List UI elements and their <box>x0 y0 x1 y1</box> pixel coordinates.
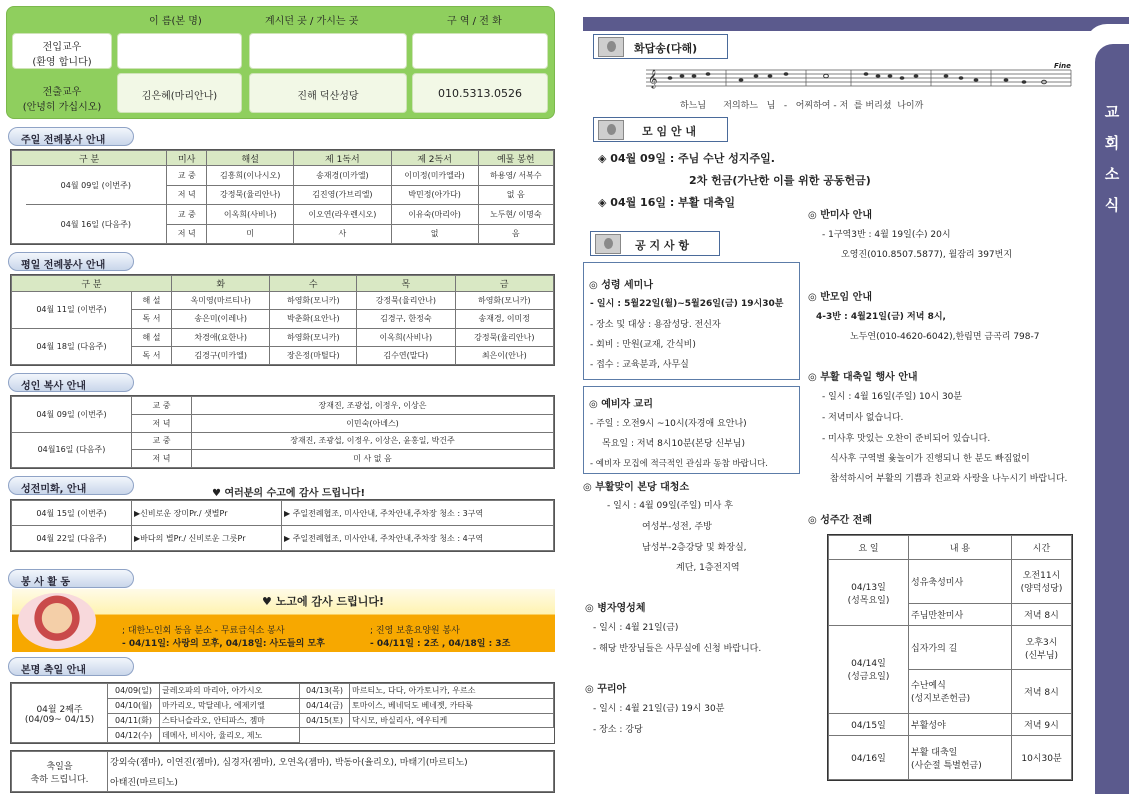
sick-date: - 일시 : 4월 21일(금) <box>593 623 679 633</box>
holyweek-table: 요 일 내 용 시간 04/13일 (성목요일) 성유축성미사 오전11시 (양덕성당) 주님만찬미사 저녁 8시 04/14일 (성금요일) 십자가의 길 오후3시 (신부님) 수난예식 (성지보존헌금) 저녁 8시 04/15일 부활성야 저녁 9시 04/16일 부활 대축일 (사순절 특별헌금) 10시30분 <box>827 534 1073 781</box>
easter-yut: 식사후 구역별 윷놀이가 진행되니 한 분도 빠짐없이 <box>830 454 1030 464</box>
seminar-apply: - 접수 : 교육분과, 사무실 <box>590 360 689 370</box>
jesus-portrait-icon <box>598 120 624 140</box>
catechism-thursday: 목요일 : 저녁 8시10분(본당 신부님) <box>602 439 746 449</box>
sunday-table: 구 분 미사 해설 제 1독서 제 2독서 예물 봉헌 04월 09일 (이번주) 교 중 김흥희(이나시오) 송재경(미카엘) 이미정(미카엘라) 하용영/ 서복수 저 녁 강정묵(율리안나) 김진영(가브리엘) 박민정(아가다) 없 음 04월 16일 (다음주) 교 중 이옥희(사비나) 이오연(라우렌시오) 이유숙(마리아) 노두현/ 이명숙 저 녁 미 사 없 음 <box>10 149 555 245</box>
in-label: 전입교우 (환영 합니다) <box>12 33 112 69</box>
catechism-title: ◎ 예비자 교리 <box>589 399 653 410</box>
adult-title: 성인 복사 안내 <box>8 373 134 392</box>
kkuri-date: - 일시 : 4월 21일(금) 19시 30분 <box>593 704 725 714</box>
cleanup-title: ◎ 부활맞이 본당 대청소 <box>583 482 690 493</box>
banmoim-host: 노두연(010-4620-6042),한림면 금곡리 798-7 <box>850 332 1040 342</box>
meeting-line3: ◈ 04월 16일 : 부활 대축일 <box>598 196 736 209</box>
kkuri-place: - 장소 : 강당 <box>593 725 643 735</box>
service-title: 봉 사 활 동 <box>8 569 134 588</box>
service-line1b: ; 진영 보훈요양원 봉사 <box>370 626 460 636</box>
seminar-place: - 장소 및 대상 : 용잠성당. 전신자 <box>590 320 721 330</box>
service-banner <box>12 589 555 652</box>
nameday-congrats: 축일을 축하 드립니다. 강외숙(젬마), 이연진(젬마), 심경자(젬마), 오연옥(젬마), 박동아(율리오), 마태기(마르티노) 아태진(마르티노) <box>10 750 555 793</box>
out-place: 진해 덕산성당 <box>249 73 407 113</box>
service-thanks: ♥ 노고에 감사 드립니다! <box>262 595 384 608</box>
col-place-header: 계시던 곳 / 가시는 곳 <box>265 16 359 27</box>
in-name <box>117 33 242 69</box>
cleanup-stairs: 계단, 1층전지역 <box>676 563 740 573</box>
th: 구 분 <box>12 151 167 166</box>
jesus-portrait-icon <box>598 37 624 57</box>
weekday-table: 구 분 화 수 목 금 04월 11일 (이번주) 해 설 옥미영(마르티나) 하영화(모니카) 강정묵(율리안나) 하영화(모니카) 독 서 송은미(이레나) 박춘화(요안나) 김경구, 한정숙 송재경, 이미정 04월 18일 (다음주) 해 설 차경애(요한나) 하영화(모니카) 이옥희(사비나) 강정묵(율리안나) 독 서 김경구(미카엘) 장은정(마틸다) 김수연(말다) 최은이(안나) <box>10 274 555 366</box>
service-line1a: ; 대한노인회 동읍 분소 - 무료급식소 봉사 <box>122 626 285 636</box>
cleaning-thanks: ♥ 여러분의 수고에 감사 드립니다! <box>212 488 366 499</box>
easter-lunch: - 미사후 맛있는 오찬이 준비되어 있습니다. <box>822 434 991 444</box>
seminar-fee: - 회비 : 만원(교재, 간식비) <box>590 340 696 350</box>
nameday-title: 본명 축일 안내 <box>8 657 134 676</box>
banmoim-date: 4-3반 : 4월21일(금) 저녁 8시, <box>816 312 946 322</box>
nameday-table: 04월 2째주 (04/09~ 04/15) 04/09(일) 글레오파의 마리아, 아가시오 04/13(목) 마르티노, 다다, 아가토니카, 우르소 04/10(월) 마카리오, 막달레나, 에제키엘 04/14(금) 토마이스, 베네딕도 베네젯, 카타룩 04/11(화) 스타니슬라오, 안티파스, 젬마 04/15(토) 닥시모, 바실리사, 에우티케 04/12(수) 데메사, 비시아, 율리오, 제노 <box>10 682 555 744</box>
easter-title: ◎ 부활 대축일 행사 안내 <box>808 372 918 383</box>
sunday-title: 주일 전례봉사 안내 <box>8 127 134 146</box>
banmoim-title: ◎ 반모임 안내 <box>808 292 872 303</box>
transfer-box <box>6 6 555 119</box>
seminar-title: ◎ 성령 세미나 <box>589 280 653 291</box>
in-area <box>412 33 548 69</box>
svg-text:𝄞: 𝄞 <box>648 69 658 88</box>
cleaning-table: 04월 15일 (이번주) ▶신비로운 장미Pr./ 샛별Pr ▶ 주일전례협조, 미사안내, 주차안내,주차장 청소 : 3구역 04월 22일 (다음주) ▶바다의 별Pr./ 신비로운 그릇Pr ▶ 주일전례협조, 미사안내, 주차안내,주차장 청소 : 4구역 <box>10 499 555 552</box>
out-label: 전출교우 (안녕히 가십시오) <box>22 87 102 113</box>
catechism-recruit: - 예비자 모집에 적극적인 관심과 동참 바랍니다. <box>590 459 768 469</box>
cleanup-date: - 일시 : 4월 09일(주일) 미사 후 <box>607 501 733 511</box>
meeting-line2: 2차 헌금(가난한 이를 위한 공동헌금) <box>689 174 871 187</box>
col-area-header: 구 역 / 전 화 <box>447 16 502 27</box>
right-header-bar <box>583 17 1129 31</box>
catechism-sunday: - 주일 : 오전9시 ~10시(자경애 요안나) <box>590 419 747 429</box>
out-name: 김은혜(마리안나) <box>117 73 242 113</box>
easter-date: - 일시 : 4월 16일(주일) 10시 30분 <box>822 392 963 402</box>
sick-apply: - 해당 반장님들은 사무실에 신청 바랍니다. <box>593 644 762 654</box>
col-name-header: 이 름(본 명) <box>149 16 202 27</box>
hymn-score <box>646 62 1076 92</box>
kkuri-title: ◎ 꾸리아 <box>585 684 627 695</box>
side-title: 교 회 소 식 <box>1104 103 1120 214</box>
sick-title: ◎ 병자영성체 <box>585 603 646 614</box>
easter-no-evening: - 저녁미사 없습니다. <box>822 413 904 423</box>
cleanup-women: 여성부-성전, 주방 <box>642 522 712 532</box>
hymn-fine: Fine <box>1054 62 1071 70</box>
service-line2b: - 04/11일 : 2조 , 04/18일 : 3조 <box>370 639 511 649</box>
banmisa-date: - 1구역3반 : 4월 19일(수) 20시 <box>822 230 951 240</box>
service-line2a: - 04/11일: 사랑의 모후, 04/18일: 사도들의 모후 <box>122 639 325 649</box>
adult-table: 04월 09일 (이번주) 교 중 장재진, 조광섭, 이정우, 이상은 저 녁 이민숙(아녜스) 04월16일 (다음주) 교 중 장재진, 조광섭, 이정우, 이상은, 윤홍일, 박건주 저 녁 미 사 없 음 <box>10 395 555 469</box>
jesus-portrait-icon <box>595 234 621 254</box>
meeting-line1: ◈ 04월 09일 : 주님 수난 성지주일. <box>598 152 775 165</box>
meeting-title-box: 모 임 안 내 <box>593 117 728 142</box>
banmisa-host: 오영진(010.8507.5877), 월잠리 397번지 <box>841 250 1013 260</box>
banmisa-title: ◎ 반미사 안내 <box>808 210 872 221</box>
holyweek-title: ◎ 성주간 전례 <box>808 515 872 526</box>
hymn-title-box: 화답송(다해) <box>593 34 728 59</box>
cleanup-men: 남성부-2층강당 및 화장실, <box>642 543 747 553</box>
easter-join: 참석하시어 부활의 기쁨과 친교와 사랑을 나누시기 바랍니다. <box>830 474 1068 484</box>
out-phone: 010.5313.0526 <box>412 73 548 113</box>
seminar-date: - 일시 : 5월22일(월)~5월26일(금) 19시30분 <box>590 299 784 309</box>
cleaning-title: 성전미화, 안내 <box>8 476 134 495</box>
weekday-title: 평일 전례봉사 안내 <box>8 252 134 271</box>
saints-illustration <box>18 593 96 649</box>
in-place <box>249 33 407 69</box>
notice-title-box: 공 지 사 항 <box>590 231 720 256</box>
hymn-lyrics: 하느님 저의하느 님 - 어찌하여 - 저 를 버리셨 나이까 <box>680 101 924 111</box>
